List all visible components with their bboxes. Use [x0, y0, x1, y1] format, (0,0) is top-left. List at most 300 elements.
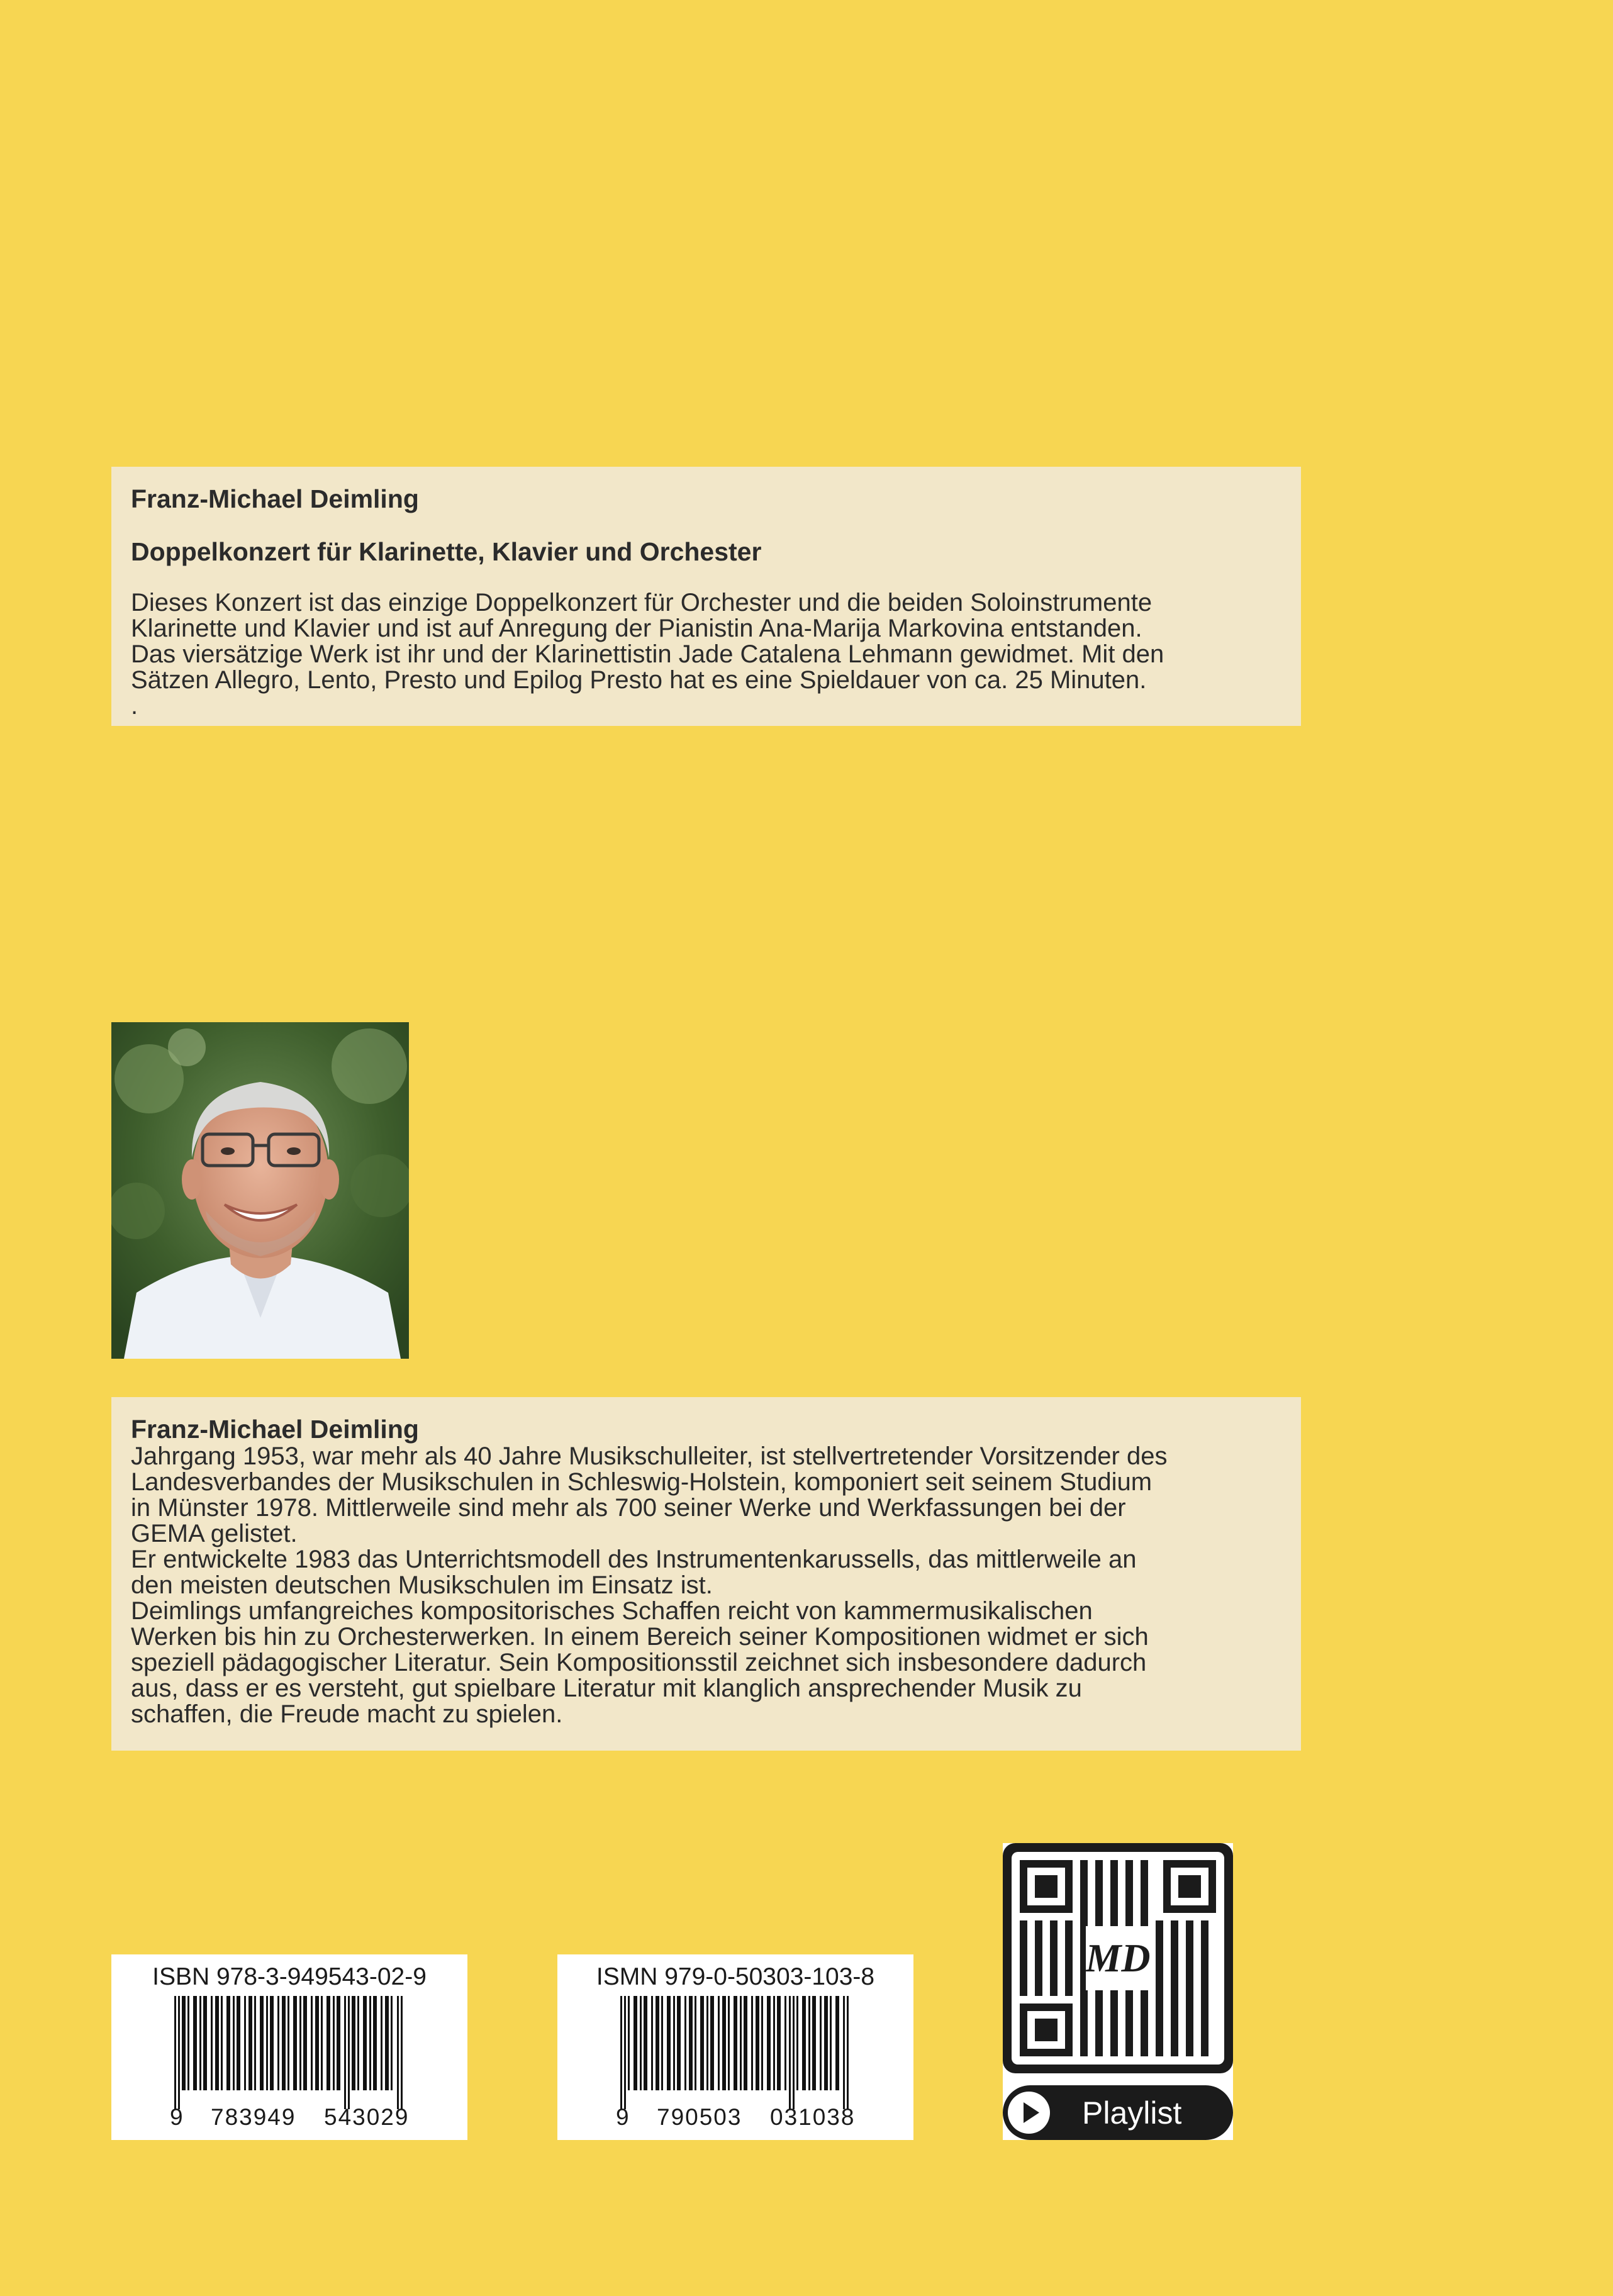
qr-module — [1035, 1981, 1042, 1988]
qr-module — [1035, 1928, 1042, 1936]
qr-module — [1050, 1966, 1058, 1973]
barcode-bar — [740, 1996, 742, 2090]
qr-module — [1080, 1898, 1088, 1905]
qr-module — [1020, 1988, 1027, 1996]
barcode-bar — [215, 1996, 219, 2090]
qr-module — [1020, 1958, 1027, 1966]
qr-module — [1095, 2049, 1103, 2056]
qr-module — [1110, 1890, 1118, 1898]
qr-module — [1201, 1936, 1208, 1943]
qr-module — [1065, 1936, 1073, 1943]
qr-module — [1080, 2034, 1088, 2041]
qr-module — [1020, 1928, 1027, 1936]
qr-module — [1125, 1913, 1133, 1920]
ismn-left-digits: 790503 — [657, 2104, 742, 2130]
qr-module — [1171, 1988, 1178, 1996]
qr-module — [1141, 1898, 1148, 1905]
qr-module — [1201, 1996, 1208, 2003]
bio-text: Jahrgang 1953, war mehr als 40 Jahre Musikschulleiter, ist stellvertretender Vorsitzender des Landesverbandes der Musikschulen in Schleswig-Holstein, komponiert seit seinem Studium in Münster 1978. Mittlerweile sind mehr als 700 seiner Werke und Werkfassungen bei der GEMA gelistet. Er entwickelte 1983 das Unterrichtsmodell des Instrumentenkarussells, das mittlerweile an den meisten deutschen Musikschulen im Einsatz ist. Deimlings umfangreiches kompositorisches Schaffen reicht von kammermusikalischen Werken bis hin zu Orchesterwerken. In einem Bereich seiner Kompositionen widmet er sich speziell pädagogischer Literatur. Sein Kompositionsstil zeichnet sich insbesondere dadurch aus, dass er es versteht, gut spielbare Literatur mit klanglich ansprechender Musik zu schaffen, die Freude macht zu spielen. — [131, 1442, 1168, 1728]
qr-module — [1186, 2011, 1193, 2019]
barcode-bar — [706, 1996, 708, 2090]
barcode-bar — [789, 1996, 791, 2109]
qr-module — [1201, 1966, 1208, 1973]
qr-module — [1141, 2041, 1148, 2049]
barcode-bar — [282, 1996, 286, 2090]
qr-module — [1110, 1898, 1118, 1905]
qr-module — [1171, 2049, 1178, 2056]
qr-module — [1156, 1943, 1163, 1951]
qr-module — [1171, 1920, 1178, 1928]
barcode-bar — [808, 1996, 810, 2090]
barcode-bar — [796, 1996, 798, 2090]
qr-module — [1201, 2034, 1208, 2041]
qr-module — [1156, 2003, 1163, 2011]
qr-module — [1201, 2003, 1208, 2011]
qr-module — [1095, 1868, 1103, 1875]
barcode-bar — [684, 1996, 686, 2090]
qr-finder-pattern — [1020, 2003, 1073, 2056]
barcode-bar — [751, 1996, 753, 2090]
qr-module — [1201, 1943, 1208, 1951]
barcode-bar — [620, 1996, 622, 2109]
qr-module — [1095, 1996, 1103, 2003]
qr-module — [1035, 1951, 1042, 1958]
barcode-bar — [199, 1996, 201, 2090]
barcode-bar — [695, 1996, 696, 2090]
barcode-bar — [767, 1996, 771, 2090]
qr-module — [1171, 2034, 1178, 2041]
qr-module — [1186, 1920, 1193, 1928]
qr-module — [1095, 1905, 1103, 1913]
qr-module — [1125, 1890, 1133, 1898]
barcode-bar — [337, 1996, 340, 2090]
qr-module — [1065, 1958, 1073, 1966]
qr-module — [1080, 2019, 1088, 2026]
qr-module — [1156, 1973, 1163, 1981]
barcode-bar — [303, 1996, 307, 2090]
qr-module — [1110, 2034, 1118, 2041]
barcode-bar — [260, 1996, 264, 2090]
ismn-lead-digit: 9 — [616, 2104, 629, 2130]
barcode-bar — [793, 1996, 795, 2109]
barcode-bar — [221, 1996, 223, 2090]
qr-module — [1080, 2026, 1088, 2034]
barcode-bar — [700, 1996, 704, 2090]
barcode-bar — [327, 1996, 330, 2090]
barcode-bar — [633, 1996, 637, 2090]
barcode-bar — [847, 1996, 849, 2109]
qr-module — [1186, 1996, 1193, 2003]
barcode-bar — [734, 1996, 737, 2090]
qr-module — [1141, 1875, 1148, 1883]
qr-module — [1080, 1996, 1088, 2003]
barcode-bar — [299, 1996, 301, 2090]
qr-module — [1125, 1898, 1133, 1905]
qr-module — [1156, 2034, 1163, 2041]
qr-module — [1035, 1958, 1042, 1966]
qr-module — [1201, 2049, 1208, 2056]
qr-code-block — [1003, 1843, 1233, 2140]
qr-module — [1020, 1936, 1027, 1943]
barcode-bar — [363, 1996, 367, 2090]
qr-module — [1201, 1920, 1208, 1928]
ismn-barcode — [557, 1954, 913, 2140]
qr-module — [1095, 1913, 1103, 1920]
qr-module — [1156, 1988, 1163, 1996]
qr-module — [1201, 1988, 1208, 1996]
barcode-bar — [391, 1996, 393, 2090]
barcode-bar — [744, 1996, 747, 2090]
barcode-bar — [644, 1996, 647, 2090]
qr-module — [1156, 1928, 1163, 1936]
barcode-bar — [820, 1996, 822, 2090]
qr-module — [1065, 1928, 1073, 1936]
barcode-bar — [784, 1996, 786, 2090]
qr-module — [1035, 1966, 1042, 1973]
qr-module — [1186, 2026, 1193, 2034]
qr-module — [1186, 1973, 1193, 1981]
playlist-button[interactable] — [1003, 2085, 1233, 2140]
barcode-bar — [266, 1996, 268, 2090]
barcode-bar — [311, 1996, 313, 2090]
qr-module — [1080, 1868, 1088, 1875]
qr-module — [1141, 1883, 1148, 1890]
qr-module — [1201, 2041, 1208, 2049]
qr-module — [1186, 2041, 1193, 2049]
qr-module — [1156, 2049, 1163, 2056]
qr-module — [1095, 1875, 1103, 1883]
qr-module — [1065, 1951, 1073, 1958]
qr-finder-pattern — [1163, 1860, 1216, 1913]
isbn-bars — [174, 1996, 405, 2109]
qr-module — [1156, 1920, 1163, 1928]
qr-module — [1156, 1958, 1163, 1966]
qr-module — [1125, 2003, 1133, 2011]
qr-module — [1171, 2011, 1178, 2019]
barcode-bar — [237, 1996, 240, 2090]
barcode-bar — [203, 1996, 207, 2090]
barcode-bar — [761, 1996, 763, 2090]
qr-module — [1050, 1981, 1058, 1988]
qr-module — [1065, 1966, 1073, 1973]
barcode-bar — [667, 1996, 671, 2090]
barcode-bar — [802, 1996, 806, 2090]
qr-module — [1141, 2003, 1148, 2011]
barcode-bar — [777, 1996, 781, 2090]
qr-module — [1050, 1943, 1058, 1951]
work-composer: Franz-Michael Deimling — [131, 484, 419, 513]
qr-module — [1186, 1958, 1193, 1966]
barcode-bar — [315, 1996, 319, 2090]
qr-module — [1065, 1973, 1073, 1981]
qr-module — [1110, 1875, 1118, 1883]
qr-module — [1171, 1936, 1178, 1943]
qr-module — [1050, 1928, 1058, 1936]
qr-module — [1201, 2019, 1208, 2026]
qr-module — [1110, 1868, 1118, 1875]
qr-module — [1020, 1981, 1027, 1988]
qr-module — [1186, 2034, 1193, 2041]
qr-module — [1050, 1988, 1058, 1996]
qr-module — [1080, 1913, 1088, 1920]
qr-module — [1156, 1996, 1163, 2003]
qr-module — [1156, 2011, 1163, 2019]
qr-module — [1156, 1981, 1163, 1988]
qr-module — [1065, 1943, 1073, 1951]
qr-module — [1186, 1936, 1193, 1943]
qr-module — [1095, 1860, 1103, 1868]
qr-module — [1156, 2019, 1163, 2026]
barcode-bar — [244, 1996, 246, 2090]
qr-module — [1141, 1996, 1148, 2003]
barcode-bar — [835, 1996, 839, 2090]
qr-module — [1095, 2041, 1103, 2049]
barcode-bar — [843, 1996, 845, 2109]
barcode-bar — [830, 1996, 832, 2090]
play-icon — [1008, 2092, 1050, 2134]
barcode-bar — [673, 1996, 675, 2090]
qr-module — [1201, 2026, 1208, 2034]
qr-module — [1020, 1973, 1027, 1981]
barcode-bar — [397, 1996, 399, 2109]
qr-module — [1110, 1913, 1118, 1920]
qr-module — [1050, 1920, 1058, 1928]
barcode-bar — [385, 1996, 389, 2090]
qr-module — [1095, 1883, 1103, 1890]
qr-module — [1186, 1988, 1193, 1996]
qr-module — [1095, 1890, 1103, 1898]
qr-module — [1080, 2011, 1088, 2019]
qr-module — [1171, 1928, 1178, 1936]
qr-module — [1171, 2019, 1178, 2026]
qr-module — [1095, 2026, 1103, 2034]
qr-module — [1125, 2011, 1133, 2019]
barcode-bar — [182, 1996, 186, 2090]
barcode-bar — [254, 1996, 256, 2090]
barcode-bar — [812, 1996, 816, 2090]
barcode-bar — [710, 1996, 714, 2090]
qr-module — [1095, 2003, 1103, 2011]
barcode-bar — [824, 1996, 828, 2090]
qr-module — [1080, 1875, 1088, 1883]
barcode-bar — [373, 1996, 377, 2090]
barcode-bar — [270, 1996, 274, 2090]
qr-module — [1125, 1868, 1133, 1875]
barcode-bar — [352, 1996, 355, 2090]
work-title: Doppelkonzert für Klarinette, Klavier und Orchester — [131, 537, 762, 566]
qr-module — [1080, 1905, 1088, 1913]
isbn-right-digits: 543029 — [324, 2104, 410, 2130]
barcode-bar — [624, 1996, 626, 2109]
qr-module — [1186, 1966, 1193, 1973]
qr-code[interactable] — [1012, 1852, 1224, 2065]
barcode-bar — [344, 1996, 346, 2109]
biography-panel — [111, 1397, 1301, 1751]
barcode-bar — [640, 1996, 642, 2090]
qr-module — [1125, 1875, 1133, 1883]
qr-module — [1065, 1988, 1073, 1996]
qr-module — [1125, 2026, 1133, 2034]
qr-module — [1110, 2049, 1118, 2056]
qr-module — [1141, 2011, 1148, 2019]
qr-module — [1095, 2034, 1103, 2041]
isbn-barcode — [111, 1954, 467, 2140]
qr-module — [1050, 1973, 1058, 1981]
qr-module — [1141, 1905, 1148, 1913]
barcode-bar — [348, 1996, 350, 2109]
qr-module — [1020, 1951, 1027, 1958]
barcode-bar — [211, 1996, 213, 2090]
qr-module — [1171, 1943, 1178, 1951]
qr-module — [1065, 1981, 1073, 1988]
barcode-bar — [677, 1996, 681, 2090]
qr-module — [1035, 1988, 1042, 1996]
barcode-bar — [722, 1996, 726, 2090]
qr-module — [1186, 1943, 1193, 1951]
qr-module — [1186, 2019, 1193, 2026]
qr-module — [1020, 1920, 1027, 1928]
barcode-bar — [718, 1996, 720, 2090]
ismn-bars — [620, 1996, 851, 2109]
barcode-bar — [651, 1996, 653, 2090]
qr-module — [1156, 2026, 1163, 2034]
qr-module — [1156, 2041, 1163, 2049]
qr-module — [1035, 1920, 1042, 1928]
qr-module — [1171, 1958, 1178, 1966]
qr-module — [1171, 1996, 1178, 2003]
isbn-lead-digit: 9 — [170, 2104, 183, 2130]
qr-module — [1125, 1996, 1133, 2003]
barcode-bar — [333, 1996, 335, 2090]
qr-module — [1171, 2026, 1178, 2034]
qr-module — [1125, 1883, 1133, 1890]
barcode-bar — [773, 1996, 775, 2090]
barcode-bar — [661, 1996, 663, 2090]
qr-module — [1050, 1936, 1058, 1943]
qr-module — [1201, 1981, 1208, 1988]
barcode-bar — [756, 1996, 759, 2090]
barcode-bar — [656, 1996, 659, 2090]
qr-module — [1125, 2034, 1133, 2041]
qr-module — [1156, 1936, 1163, 1943]
barcode-bar — [689, 1996, 693, 2090]
qr-module — [1050, 1958, 1058, 1966]
qr-module — [1080, 1860, 1088, 1868]
qr-module — [1171, 1966, 1178, 1973]
barcode-bar — [293, 1996, 297, 2090]
qr-module — [1020, 1966, 1027, 1973]
qr-module — [1201, 1973, 1208, 1981]
qr-module — [1156, 1951, 1163, 1958]
qr-module — [1125, 2049, 1133, 2056]
qr-module — [1080, 1890, 1088, 1898]
qr-module — [1156, 1966, 1163, 1973]
qr-module — [1201, 1928, 1208, 1936]
qr-module — [1035, 1936, 1042, 1943]
qr-module — [1080, 2003, 1088, 2011]
barcode-bar — [277, 1996, 279, 2090]
work-info-panel — [111, 467, 1301, 726]
qr-module — [1095, 2011, 1103, 2019]
barcode-bar — [728, 1996, 730, 2090]
qr-module — [1201, 1958, 1208, 1966]
qr-module — [1125, 1860, 1133, 1868]
qr-finder-pattern — [1020, 1860, 1073, 1913]
qr-module — [1141, 1890, 1148, 1898]
barcode-bar — [381, 1996, 382, 2090]
barcode-bar — [628, 1996, 630, 2090]
qr-module — [1110, 1996, 1118, 2003]
qr-module — [1171, 1951, 1178, 1958]
qr-module — [1186, 2003, 1193, 2011]
qr-module — [1110, 1905, 1118, 1913]
qr-module — [1125, 2019, 1133, 2026]
qr-module — [1201, 2011, 1208, 2019]
qr-module — [1186, 1928, 1193, 1936]
barcode-bar — [248, 1996, 252, 2090]
barcode-bar — [178, 1996, 180, 2109]
qr-module — [1095, 2019, 1103, 2026]
qr-module — [1201, 1951, 1208, 1958]
playlist-label: Playlist — [1082, 2095, 1182, 2131]
work-description: Dieses Konzert ist das einzige Doppelkonzert für Orchester und die beiden Soloinstrumente Klarinette und Klavier und ist auf Anregung der Pianistin Ana-Marija Markovina entstanden. Das viersätzige Werk ist ihr und der Klarinettistin Jade Catalena Lehmann gewidmet. Mit den Sätzen Allegro, Lento, Presto und Epilog Presto hat es eine Spieldauer von ca. 25 Minuten. . — [131, 589, 1164, 720]
qr-module — [1035, 1973, 1042, 1981]
qr-module — [1171, 2041, 1178, 2049]
qr-module — [1141, 2019, 1148, 2026]
qr-module — [1171, 2003, 1178, 2011]
qr-module — [1125, 1905, 1133, 1913]
qr-module — [1171, 1981, 1178, 1988]
qr-module — [1110, 1883, 1118, 1890]
qr-module — [1141, 1868, 1148, 1875]
qr-module — [1186, 1981, 1193, 1988]
qr-module — [1110, 2019, 1118, 2026]
qr-module — [1020, 1943, 1027, 1951]
ismn-right-digits: 031038 — [770, 2104, 856, 2130]
qr-module — [1035, 1943, 1042, 1951]
composer-photo — [111, 1022, 409, 1359]
qr-module — [1110, 2026, 1118, 2034]
qr-module — [1186, 2049, 1193, 2056]
qr-module — [1065, 1920, 1073, 1928]
qr-frame — [1003, 1843, 1233, 2073]
qr-module — [1141, 1860, 1148, 1868]
qr-module — [1050, 1951, 1058, 1958]
qr-module — [1141, 2026, 1148, 2034]
qr-module — [1095, 1898, 1103, 1905]
qr-module — [1141, 2049, 1148, 2056]
barcode-bar — [187, 1996, 189, 2090]
qr-module — [1141, 1913, 1148, 1920]
qr-module — [1171, 1973, 1178, 1981]
qr-module — [1110, 2041, 1118, 2049]
qr-module — [1110, 2011, 1118, 2019]
qr-module — [1110, 2003, 1118, 2011]
barcode-bar — [174, 1996, 176, 2109]
qr-logo: MD — [1085, 1936, 1151, 1980]
barcode-bar — [357, 1996, 359, 2090]
qr-code-image — [1012, 1852, 1224, 2065]
bio-name: Franz-Michael Deimling — [131, 1415, 419, 1444]
qr-module — [1141, 2034, 1148, 2041]
isbn-left-digits: 783949 — [211, 2104, 296, 2130]
qr-module — [1125, 2041, 1133, 2049]
barcode-bar — [369, 1996, 371, 2090]
qr-module — [1186, 1951, 1193, 1958]
qr-module — [1110, 1860, 1118, 1868]
qr-module — [1080, 1883, 1088, 1890]
isbn-label: ISBN 978-3-949543-02-9 — [152, 1963, 427, 1990]
